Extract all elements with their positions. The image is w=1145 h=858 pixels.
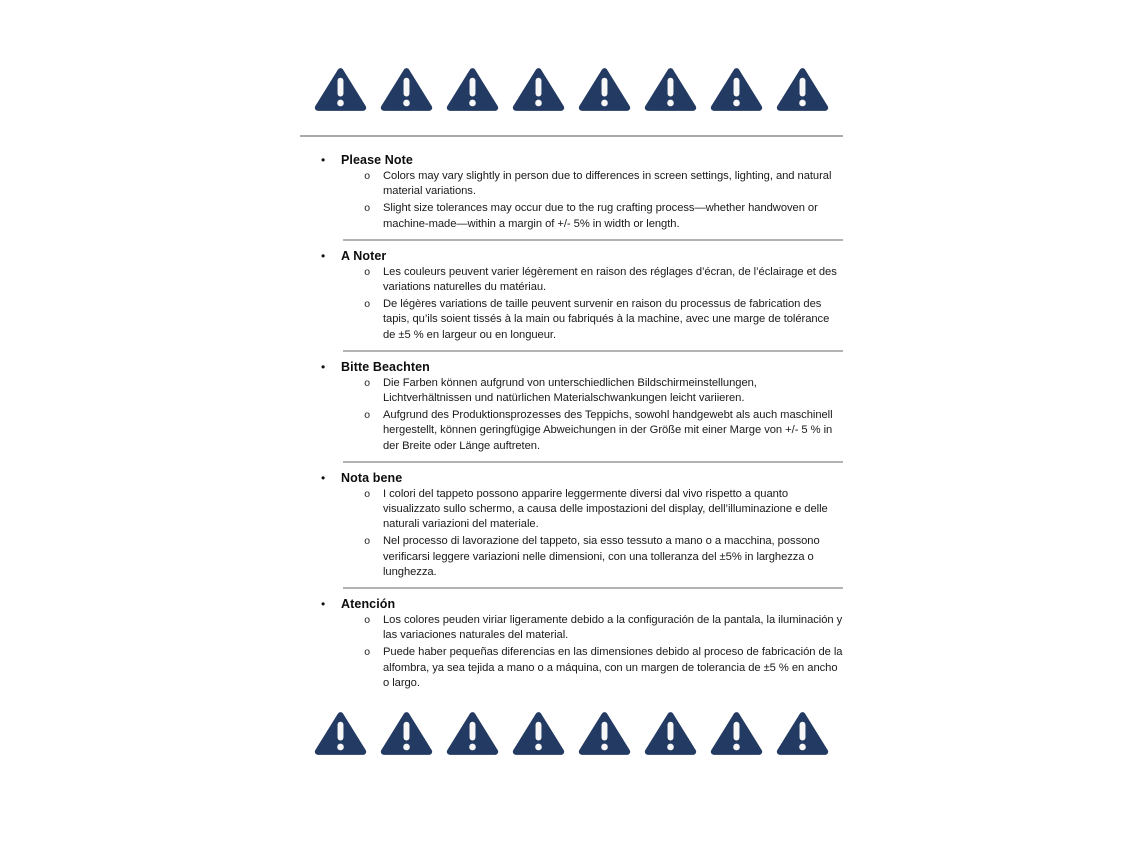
sub-bullet-marker: o bbox=[364, 266, 371, 279]
sub-bullet-marker: o bbox=[364, 647, 371, 660]
warning-triangle-icon bbox=[776, 710, 829, 757]
warning-triangle-icon bbox=[446, 66, 499, 113]
warning-triangle-icon bbox=[578, 66, 631, 113]
sub-bullet-marker: o bbox=[364, 299, 371, 312]
sub-bullet-marker: o bbox=[364, 203, 371, 216]
warning-triangle-icon bbox=[578, 710, 631, 757]
section-title: A Noter bbox=[341, 248, 387, 263]
list-item-text: Colors may vary slightly in person due to differences in screen settings, lighting, and natural material variations. bbox=[383, 170, 832, 198]
section-divider bbox=[343, 587, 843, 589]
warning-triangle-icon bbox=[710, 710, 763, 757]
list-item bbox=[300, 487, 843, 533]
section-italian bbox=[300, 471, 843, 589]
section-title-row bbox=[321, 360, 843, 374]
top-divider bbox=[300, 135, 843, 137]
bullet-marker: • bbox=[321, 359, 326, 374]
list-item bbox=[300, 297, 843, 343]
warning-triangle-icon bbox=[512, 66, 565, 113]
list-item-text: I colori del tappeto possono apparire leggermente diversi dal vivo rispetto a quanto visualizzato sullo schermo, a causa delle impostazioni del display, dell’illuminazione e delle naturali variazioni del materiale. bbox=[383, 487, 828, 531]
sub-bullet-marker: o bbox=[364, 171, 371, 183]
bullet-marker: • bbox=[321, 248, 326, 263]
warning-icon-row-top bbox=[300, 0, 843, 113]
section-spanish bbox=[300, 597, 843, 691]
list-item bbox=[300, 613, 843, 643]
warning-triangle-icon bbox=[512, 710, 565, 757]
warning-triangle-icon bbox=[644, 66, 697, 113]
warning-triangle-icon bbox=[314, 710, 367, 757]
warning-icon-row-bottom bbox=[300, 710, 843, 757]
sub-bullet-marker: o bbox=[364, 377, 371, 390]
section-divider bbox=[343, 239, 843, 241]
list-item bbox=[300, 201, 843, 231]
warning-triangle-icon bbox=[446, 710, 499, 757]
section-english bbox=[300, 153, 843, 241]
list-item-text: Nel processo di lavorazione del tappeto, sia esso tessuto a mano o a macchina, possono verificarsi leggere variazioni nelle dimensioni, con una tolleranza del ±5% in larghezza o lunghezza. bbox=[383, 535, 820, 578]
section-german bbox=[300, 360, 843, 463]
list-item-text: Puede haber pequeñas diferencias en las dimensiones debido al proceso de fabricación de la alfombra, ya sea tejida a mano o a máquina, con un margen de tolerancia de ±5 % en ancho o largo. bbox=[383, 646, 843, 689]
section-title: Please Note bbox=[341, 153, 413, 167]
section-divider bbox=[343, 461, 843, 463]
list-item-text: Los colores peuden viriar ligeramente debido a la configuración de la pantala, la iluminación y las variaciones naturales del material. bbox=[383, 614, 843, 642]
warning-triangle-icon bbox=[380, 66, 433, 113]
sub-bullet-marker: o bbox=[364, 410, 371, 423]
section-french bbox=[300, 249, 843, 352]
warning-triangle-icon bbox=[710, 66, 763, 113]
bullet-marker: • bbox=[321, 597, 326, 612]
section-divider bbox=[343, 350, 843, 352]
warning-triangle-icon bbox=[314, 66, 367, 113]
list-item bbox=[300, 376, 843, 406]
list-item bbox=[300, 265, 843, 295]
document-content bbox=[300, 0, 843, 757]
warning-triangle-icon bbox=[776, 66, 829, 113]
section-title-row bbox=[321, 153, 843, 167]
list-item bbox=[300, 169, 843, 199]
list-item bbox=[300, 408, 843, 454]
list-item-text: Slight size tolerances may occur due to the rug crafting process—whether handwoven or machine-made—within a margin of +/- 5% in width or length. bbox=[383, 202, 818, 230]
bullet-marker: • bbox=[321, 470, 326, 485]
sub-bullet-marker: o bbox=[364, 615, 371, 628]
list-item-text: Die Farben können aufgrund von unterschiedlichen Bildschirmeinstellungen, Lichtverhältnissen und natürlichen Materialschwankungen leicht variieren. bbox=[383, 376, 757, 405]
section-title-row bbox=[321, 597, 843, 611]
list-item bbox=[300, 645, 843, 691]
list-item bbox=[300, 534, 843, 580]
section-title-row bbox=[321, 471, 843, 485]
bullet-marker: • bbox=[321, 153, 326, 167]
warning-triangle-icon bbox=[380, 710, 433, 757]
sub-bullet-marker: o bbox=[364, 536, 371, 549]
list-item-text: Aufgrund des Produktionsprozesses des Teppichs, sowohl handgewebt als auch maschinell hergestellt, können geringfügige Abweichungen in der Größe mit einer Marge von +/- 5 % in der Breite oder Länge auftreten. bbox=[383, 409, 833, 452]
sub-bullet-marker: o bbox=[364, 488, 371, 501]
list-item-text: Les couleurs peuvent varier légèrement en raison des réglages d’écran, de l’éclairage et des variations naturelles du matériau. bbox=[383, 265, 837, 294]
section-title: Bitte Beachten bbox=[341, 359, 430, 374]
list-item-text: De légères variations de taille peuvent survenir en raison du processus de fabrication des tapis, qu’ils soient tissés à la main ou fabriqués à la machine, avec une marge de tolérance de ±5 % en largeur ou en longueur. bbox=[383, 298, 830, 341]
section-title-row bbox=[321, 249, 843, 263]
section-title: Atención bbox=[341, 597, 396, 612]
warning-triangle-icon bbox=[644, 710, 697, 757]
section-title: Nota bene bbox=[341, 470, 403, 485]
